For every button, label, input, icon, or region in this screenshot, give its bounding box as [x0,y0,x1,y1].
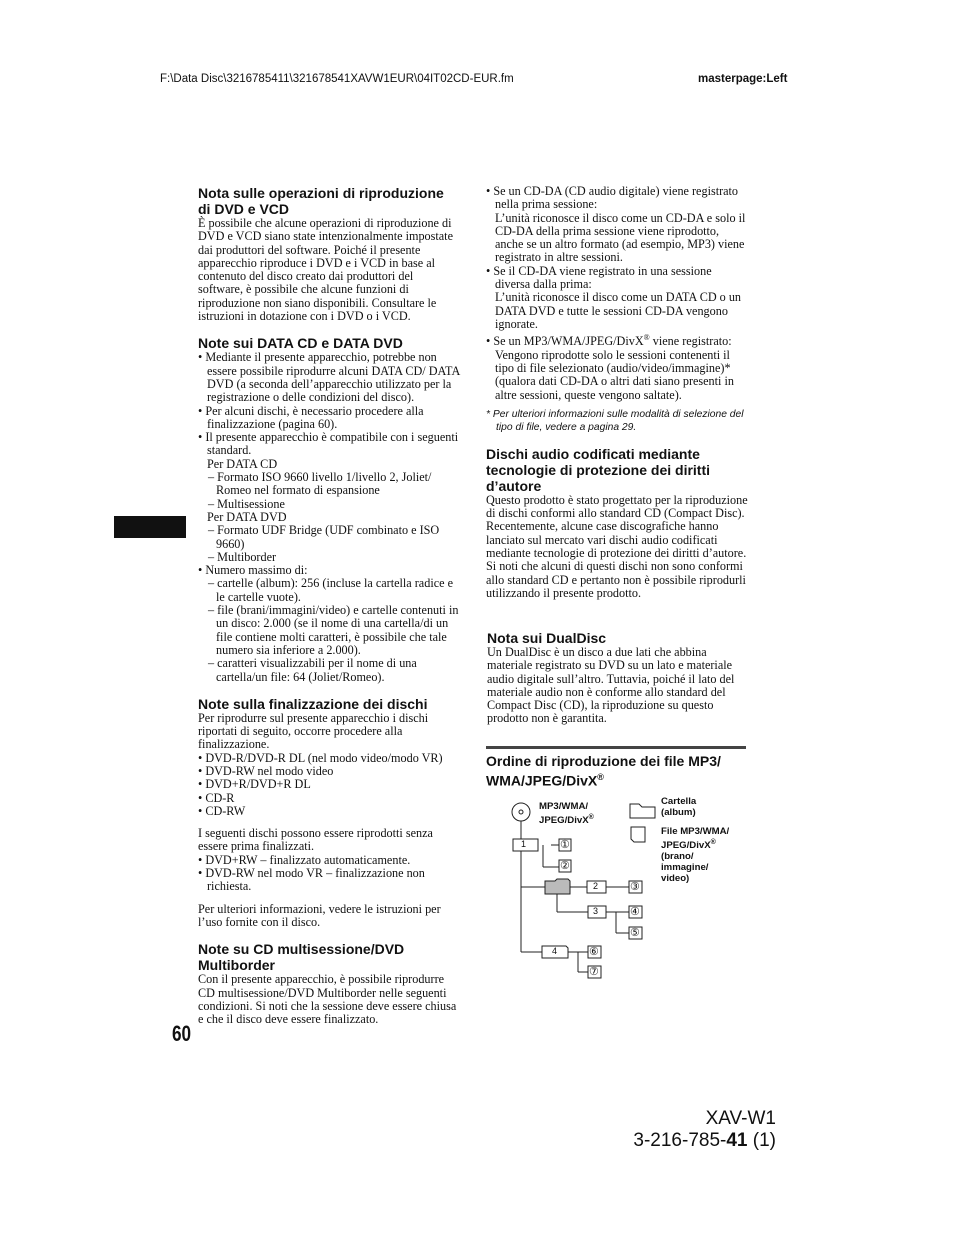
paragraph-dvd-vcd: È possibile che alcune operazioni di riproduzione di DVD e VCD siano state intenzionalmente impostate dai produttori del software. Poiché il presente apparecchio riproduce i DVD e i VCD in base al contenuto del disco creato dai produttori del software, è possibile che alcune funzioni di riproduzione non siano disponibili. Consultare le istruzioni in dotazione con i DVD o i VCD. [198,216,453,324]
list-data-cd-dvd [198,351,460,683]
file-number: ⑦ [589,966,599,978]
list-item-continuation: L’unità riconosce il disco come un CD-DA e solo il CD-DA della prima sessione viene riprodotto, anche se un altro formato (ad esempio, MP3) viene registrato in altre sessioni. [495,210,746,265]
section-tab-marker [114,516,186,538]
heading-data-cd-dvd: Note sui DATA CD e DATA DVD [198,335,403,352]
list-subheading: Per DATA CD [207,456,278,471]
heading-dualdisc: Nota sui DualDisc [487,630,607,646]
dualdisc-section [487,630,747,726]
heading-multisession: Note su CD multisessione/DVD Multiborder [198,941,405,974]
folder-number: 4 [552,946,558,956]
list-item: • Se il CD-DA viene registrato in una sessione diversa dalla prima: [486,263,712,292]
section-copy-protection: Questo prodotto è stato progettato per la riproduzione di dischi conformi allo standard CD (Compact Disc). Recentemente, alcune case discografiche hanno lanciato sul mercato vari dischi audio codificati mediante tecnologie di protezione dei diritti d’autore. Si noti che alcuni di questi dischi non sono conformi allo standard CD e pertanto non è possibile riprodurli utilizzando il presente prodotto. [486,492,748,600]
list-item: • Se un MP3/WMA/JPEG/DivX® viene registrato: [486,333,732,349]
section-finalization: Per riprodurre sul presente apparecchio i dischi riportati di seguito, occorre procedere alla finalizzazione. • DVD-R/DVD-R DL (nel modo video/modo VR) • DVD-RW nel modo video • DVD+R/DVD+R DL • CD-R • CD-RW I seguenti dischi possono essere riprodotti senza essere prima finalizzati. • DVD+RW – finalizzato automaticamente. • DVD-RW nel modo VR – finalizzazione non richiesta. Per ulteriori informazioni, vedere le istruzioni per l’uso fornite con il disco. [198,712,460,929]
folder-number: 2 [593,881,599,891]
file-number: ③ [630,881,640,893]
list-item: • DVD+R/DVD+R DL [198,777,311,792]
diagram-root-label: MP3/WMA/ JPEG/DivX® [539,801,594,827]
list-subitem: – Multisessione [208,496,285,511]
list-item: • Numero massimo di: [198,563,308,578]
part-number: 3-216-785-41 (1) [633,1130,776,1151]
list-item: • Se un CD-DA (CD audio digitale) viene registrato nella prima sessione: [486,184,739,212]
model-block [580,1108,776,1152]
section-rule [486,746,746,749]
folder-number: 3 [593,906,599,916]
list-item: • DVD-RW nel modo VR – finalizzazione non richiesta. [198,866,425,894]
heading-dvd-vcd: Nota sulle operazioni di riproduzione di DVD e VCD [198,185,444,217]
list-item: • DVD+RW – finalizzato automaticamente. [198,852,411,867]
header-filepath: F:\Data Disc\3216785411\321678541XAVW1EUR\04IT02CD-EUR.fm [160,73,514,85]
page-number: 60 [172,1021,192,1046]
heading-finalization: Note sulla finalizzazione dei dischi [198,695,428,712]
list-item: • DVD-R/DVD-R DL (nel modo video/modo VR) [198,750,443,765]
list-subitem: – caratteri visualizzabili per il nome di una cartella/un file: 64 (Joliet/Romeo). [208,656,417,684]
playback-order-heading: Ordine di riproduzione dei file MP3/ WMA/JPEG/DivX® [486,753,721,789]
heading-copy-protection: Dischi audio codificati mediante tecnologie di protezione dei diritti d’autore [486,445,711,494]
list-subitem: – file (brani/immagini/video) e cartelle contenuti in un disco: 2.000 (se il nome di una cartella/di un file contiene molti caratteri, è possibile che tale numero sia inferiore a 2.000). [208,603,459,657]
legend-file-label: File MP3/WMA/ JPEG/DivX® (brano/ immagine/ video) [661,826,730,885]
playback-order-diagram [500,795,760,985]
folder-number: 1 [521,839,527,849]
list-item: • Mediante il presente apparecchio, potrebbe non essere possibile riprodurre alcuni DATA CD/ DATA DVD (a seconda dell’apparecchio utilizzato per la registrazione o delle condizioni del disco). [198,350,460,405]
header-masterpage: masterpage:Left [698,73,788,85]
file-number: ⑥ [589,946,599,958]
list-item: • Il presente apparecchio è compatibile con i seguenti standard. [198,430,459,458]
list-subitem: – Multiborder [208,549,277,564]
left-column [198,185,460,1026]
file-number: ① [560,839,570,851]
right-column [486,185,748,600]
disc-icon [512,803,530,821]
list-sessions [486,185,748,402]
legend-folder-label: Cartella (album) [661,796,697,818]
list-item-continuation: Vengono riprodotte solo le sessioni contenenti il tipo di file selezionato (audio/video/immagine)* (qualora dati CD-DA o altri dati siano presenti in altre sessioni, queste vengono saltate). [495,347,734,402]
list-subitem: – Formato ISO 9660 livello 1/livello 2, Joliet/ Romeo nel formato di espansione [208,470,432,498]
file-number: ② [560,860,570,872]
list-item-continuation: L’unità riconosce il disco come un DATA CD o un DATA DVD e tutte le sessioni CD-DA vengono ignorate. [495,290,742,331]
paragraph-multisession: Con il presente apparecchio, è possibile riprodurre CD multisessione/DVD Multiborder nelle seguenti condizioni. Si noti che la sessione deve essere chiusa e che il disco deve essere finalizzato. [198,972,457,1027]
list-item: • CD-R [198,790,235,805]
list-item: • CD-RW [198,803,246,818]
file-number: ④ [630,906,640,918]
list-item: • DVD-RW nel modo video [198,763,334,778]
file-number: ⑤ [630,927,640,939]
model-name: XAV-W1 [705,1108,776,1129]
list-subitem: – cartelle (album): 256 (incluse la cartella radice e le cartelle vuote). [208,576,453,604]
list-subitem: – Formato UDF Bridge (UDF combinato e ISO 9660) [208,523,440,551]
paragraph-dualdisc: Un DualDisc è un disco a due lati che abbina materiale registrato su DVD su un lato e materiale audio digitale sull’altro. Tuttavia, poiché il lato del materiale audio non è conforme allo standard del Compact Disc (CD), la riproduzione su questo prodotto non è garantita. [487,645,735,726]
list-item: • Per alcuni dischi, è necessario procedere alla finalizzazione (pagina 60). [198,403,424,431]
list-subheading: Per DATA DVD [207,509,287,524]
footnote: * Per ulteriori informazioni sulle modalità di selezione del tipo di file, vedere a pagina 29. [486,408,744,433]
